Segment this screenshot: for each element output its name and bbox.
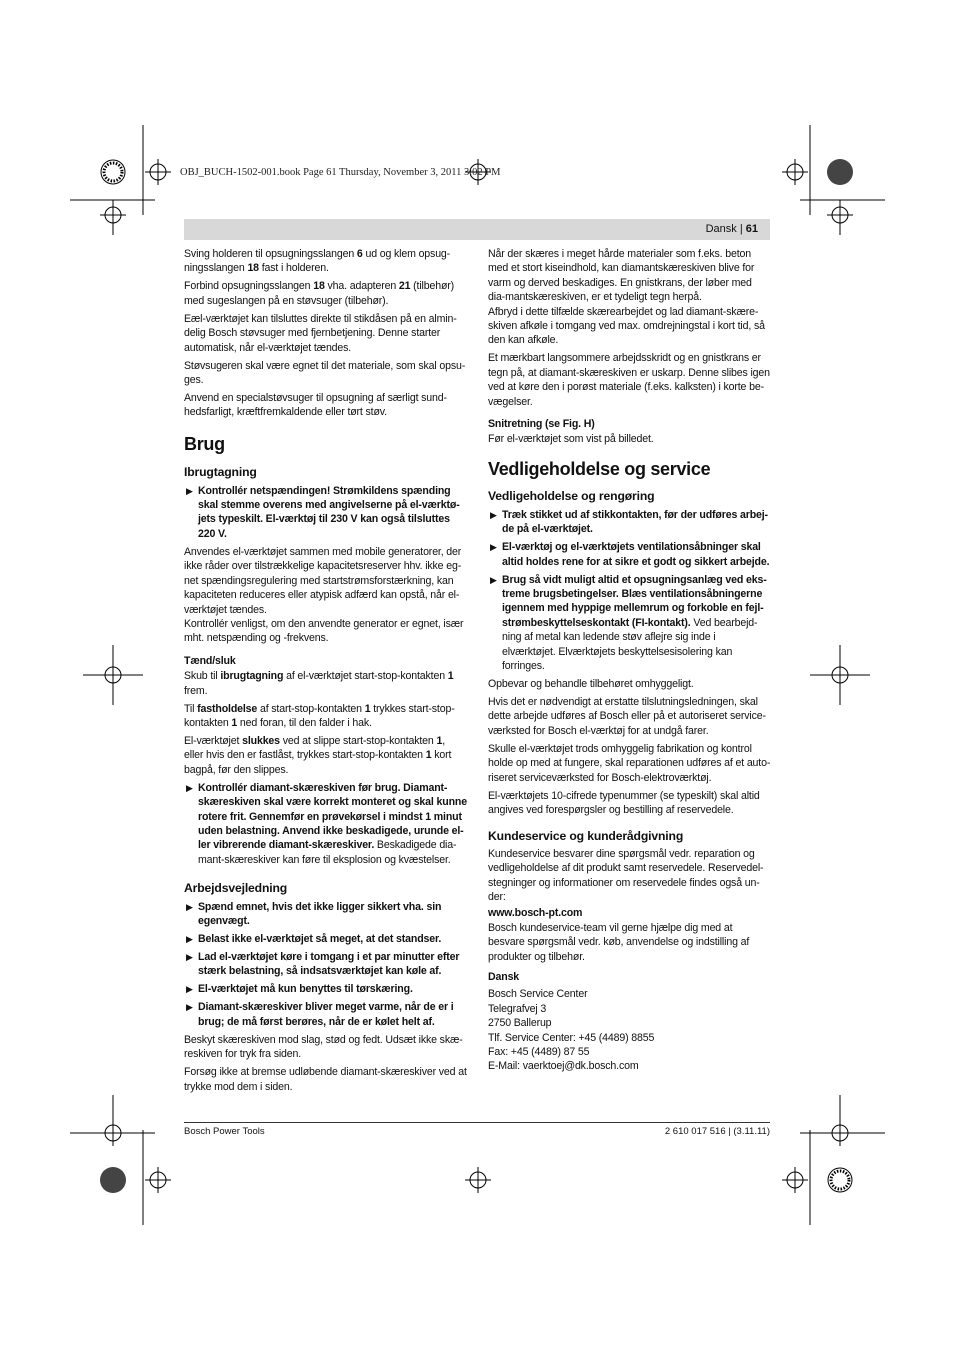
- page-number: 61: [745, 223, 758, 235]
- paragraph: Sving holderen til opsugningsslangen 6 ud og klem opsug-ningsslangen 18 fast i holderen.: [184, 248, 451, 275]
- footer-brand: Bosch Power Tools: [184, 1126, 265, 1137]
- heading-kundeservice: Kundeservice og kunderådgivning: [488, 829, 684, 844]
- paragraph: Kontrollér venligst, om den anvendte generator er egnet, især mht. netspænding og -frekvens.: [184, 617, 464, 645]
- paragraph: Skulle el-værktøjet trods omhyggelig fabrikation og kontrol holde op med at fungere, skal reparationen udføres af et auto-riseret serviceværksted for Bosch-elektroværktøj.: [488, 742, 771, 784]
- website-link[interactable]: www.bosch-pt.com: [488, 907, 583, 920]
- paragraph: Skub til ibrugtagning af el-værktøjet start-stop-kontakten 1 frem.: [184, 670, 454, 697]
- print-slug: OBJ_BUCH-1502-001.book Page 61 Thursday, November 3, 2011 3:02 PM: [180, 167, 501, 178]
- footer-doc-number: 2 610 017 516 | (3.11.11): [664, 1126, 770, 1137]
- bullet-item: ▶ Diamant-skæreskiver bliver meget varme, når de er i brug; de må først berøres, når de er kølet helt af.: [186, 1001, 454, 1028]
- paragraph: Opbevar og behandle tilbehøret omhyggeligt.: [488, 677, 694, 690]
- bullet-item: ▶ Kontrollér netspændingen! Strømkildens spænding skal stemme overens med angivelserne på el-værktø-jets typeskilt. El-værktøj til 230 V kan også tilsluttes 220 V.: [186, 484, 460, 540]
- right-column: [488, 247, 771, 1074]
- footer-rule: [184, 1122, 770, 1123]
- paragraph: Støvsugeren skal være egnet til det materiale, som skal opsu-ges.: [184, 359, 466, 387]
- heading-brug: Brug: [184, 433, 225, 454]
- paragraph: Bosch kundeservice-team vil gerne hjælpe dig med at besvare spørgsmål vedr. køb, anvendelse og indstilling af produkter og tilbehør.: [488, 921, 750, 963]
- paragraph: Kundeservice besvarer dine spørgsmål vedr. reparation og vedligeholdelse af dit produkt samt reservedele. Reservedel-stegninger og informationer om reservedele findes også un-der:: [488, 847, 764, 903]
- arrow-icon: ▶: [186, 934, 193, 944]
- paragraph: Til fastholdelse af start-stop-kontakten 1 trykkes start-stop-kontakten 1 ned foran, til den falder i hak.: [184, 702, 455, 729]
- arrow-icon: ▶: [186, 485, 193, 496]
- arrow-icon: ▶: [490, 509, 497, 520]
- heading-dansk: Dansk: [488, 971, 520, 984]
- bullet-item: ▶ Belast ikke el-værktøjet så meget, at det standser.: [186, 933, 442, 945]
- address-line: Telegrafvej 3: [488, 1002, 547, 1015]
- address-line: 2750 Ballerup: [488, 1017, 552, 1030]
- bullet-item: ▶ Kontrollér diamant-skæreskiven før brug. Diamant-skæreskiven skal være korrekt monteret og skal kunne rotere frit. Gennemfør en prøvekørsel i mindst 1 minut uden belastning. Anvend ikke beskadigede, urunde el-ler vibrerende diamant-skæreskiver. Beskadigede dia-mant-skæreskiver kan føre til eksplosion og kvæstelser.: [186, 781, 467, 866]
- bullet-item: ▶ Brug så vidt muligt altid et opsugningsanlæg ved eks-treme brugsbetingelser. Blæs ventilationsåbningerne igennem med hyppige mellemrum og forkoble en fejl-strømbeskyttelseskontakt (FI-kontakt). Ved bearbejd-ning af metal kan ledende støv aflejre sig inde i elværktøjet. Elværktøjets beskyttelsesisolering kan forringes.: [490, 573, 767, 672]
- paragraph: Før el-værktøjet som vist på billedet.: [488, 433, 654, 446]
- paragraph: Anvendes el-værktøjet sammen med mobile generatorer, der ikke råder over tilstrækkelige kapacitetsreserver hhv. ikke eg-net spændingsregulering med startstrømsforstærkning, kan kapaciteten reduceres eller atypisk adfærd kan opstå, når el-værktøjet tændes.: [184, 545, 462, 616]
- service-address: [488, 987, 771, 1073]
- arrow-icon: ▶: [186, 901, 193, 912]
- paragraph: Et mærkbart langsommere arbejdsskridt og en gnistkrans er tegn på, at diamant-skæreskiven er uskarp. Denne slibes igen ved at køre den i porøst materiale (f.eks. kalksten) i korte be-vægelser.: [488, 352, 770, 408]
- arrow-icon: ▶: [186, 952, 193, 962]
- bullet-item: ▶ El-værktøj og el-værktøjets ventilationsåbninger skal altid holdes rene for at sikre et godt og sikkert arbejde.: [490, 541, 770, 568]
- paragraph: Eæl-værktøjet kan tilsluttes direkte til stikdåsen på en almin-delig Bosch støvsuger med fjernbetjening. Denne starter automatisk, når el-værktøjet tændes.: [184, 312, 457, 354]
- address-line: Bosch Service Center: [488, 988, 588, 1001]
- page-header: [706, 223, 758, 235]
- paragraph: El-værktøjet slukkes ved at slippe start-stop-kontakten 1, eller hvis den er fastlåst, trykkes start-stop-kontakten 1 kort bagpå, før den slippes.: [184, 734, 452, 776]
- heading-vedligeholdelse-rengoring: Vedligeholdelse og rengøring: [488, 489, 655, 504]
- paragraph: Anvend en specialstøvsuger til opsugning af særligt sund-hedsfarligt, kræftfremkaldende eller tørt støv.: [184, 392, 447, 419]
- address-line: E-Mail: vaerktoej@dk.bosch.com: [488, 1060, 639, 1073]
- paragraph: Forsøg ikke at bremse udløbende diamant-skæreskiver ved at trykke mod dem i siden.: [184, 1066, 467, 1093]
- bullet-item: ▶ El-værktøjet må kun benyttes til tørskæring.: [186, 983, 413, 996]
- heading-vedligeholdelse-service: Vedligeholdelse og service: [488, 458, 711, 479]
- address-line: Fax: +45 (4489) 87 55: [488, 1046, 590, 1059]
- arrow-icon: ▶: [490, 542, 497, 553]
- paragraph: Når der skæres i meget hårde materialer som f.eks. beton med et stort kiseindhold, kan diamantskæreskiven blive for varm og derved beskadiges. En gnistkrans, der løber med dia-mantskæreskiven, er et tydeligt tegn herpå.: [488, 248, 755, 304]
- arrow-icon: ▶: [186, 984, 193, 995]
- heading-arbejdsvejledning: Arbejdsvejledning: [184, 881, 288, 896]
- address-line: Tlf. Service Center: +45 (4489) 8855: [488, 1031, 655, 1044]
- paragraph: El-værktøjets 10-cifrede typenummer (se typeskilt) skal altid angives ved forespørgsler og bestilling af reservedele.: [488, 789, 760, 816]
- left-column: [184, 247, 467, 1098]
- paragraph: Forbind opsugningsslangen 18 vha. adapteren 21 (tilbehør) med sugeslangen på en støvsuger (tilbehør).: [184, 280, 455, 307]
- arrow-icon: ▶: [490, 574, 497, 585]
- arrow-icon: ▶: [186, 782, 193, 793]
- heading-ibrugtagning: Ibrugtagning: [184, 465, 257, 480]
- paragraph: Beskyt skæreskiven mod slag, stød og fedt. Udsæt ikke skæ-reskiven for tryk fra siden.: [184, 1033, 463, 1061]
- header-language: Dansk: [705, 223, 737, 235]
- arrow-icon: ▶: [186, 1002, 193, 1013]
- bullet-item: ▶ Spænd emnet, hvis det ikke ligger sikkert vha. sin egenvægt.: [186, 900, 442, 927]
- bullet-item: ▶ Træk stikket ud af stikkontakten, før der udføres arbej-de på el-værktøjet.: [490, 508, 768, 536]
- heading-snitretning: Snitretning (se Fig. H): [488, 418, 595, 431]
- paragraph: Afbryd i dette tilfælde skærearbejdet og lad diamant-skære-skiven afkøle i tomgang ved max. omdrejningstal i kort tid, så den kan afkøle.: [488, 305, 765, 347]
- header-separator: |: [739, 223, 743, 235]
- paragraph: Hvis det er nødvendigt at erstatte tilslutningsledningen, skal dette arbejde udføres af Bosch eller på et autoriseret service-værksted for Bosch el-værktøj for at undgå farer.: [488, 695, 766, 737]
- heading-taend-sluk: Tænd/sluk: [184, 654, 236, 667]
- page-header-bar: [184, 219, 770, 240]
- bullet-item: ▶ Lad el-værktøjet køre i tomgang i et par minutter efter stærk belastning, så indsatsværktøjet kan køle af.: [186, 951, 460, 978]
